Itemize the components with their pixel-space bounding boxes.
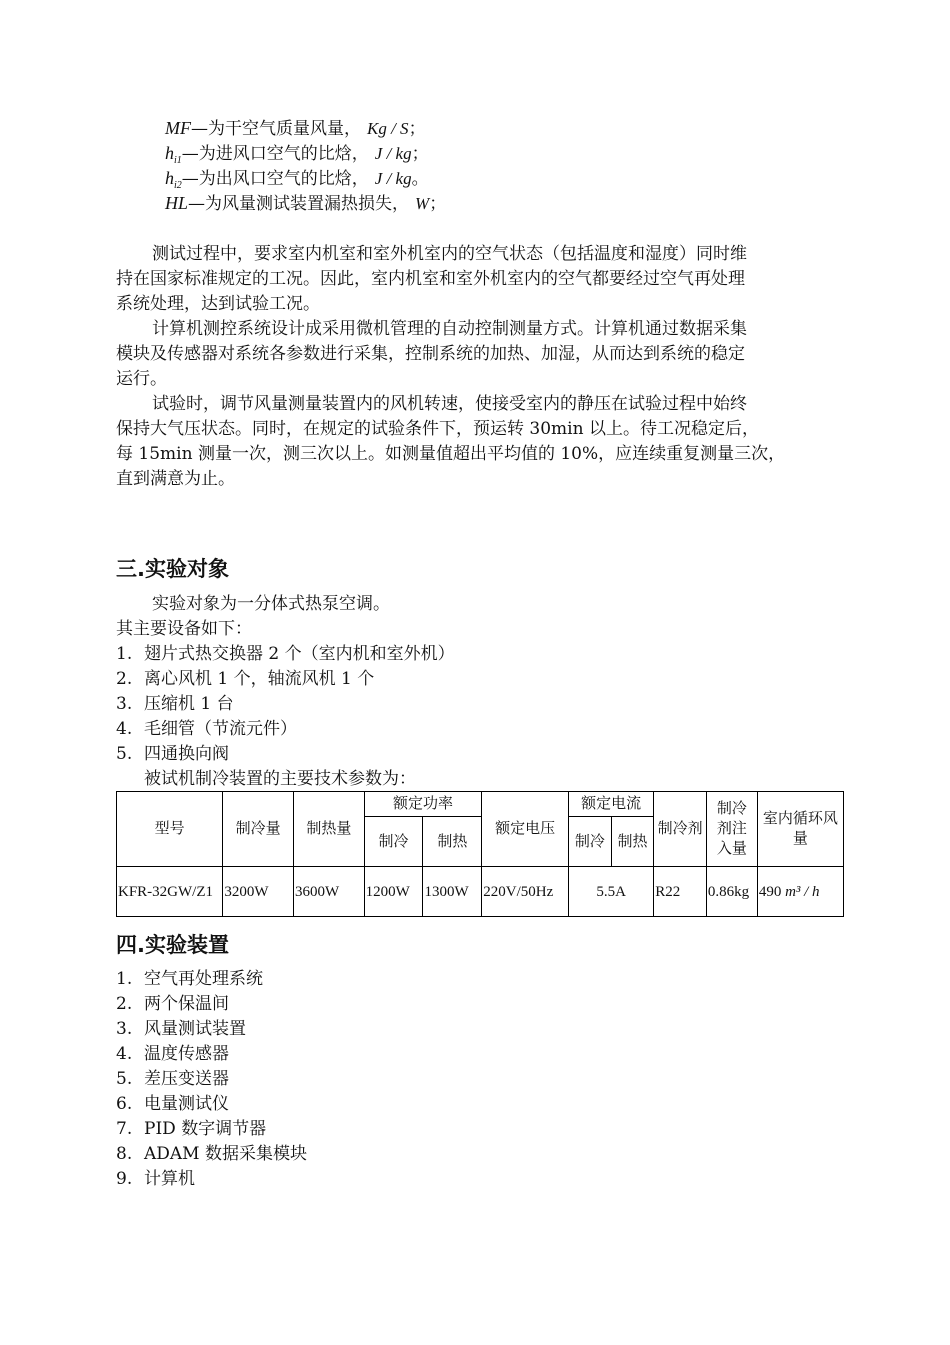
section-heading-experiment-object: 三.实验对象 — [116, 557, 229, 581]
list-item: 1. 翅片式热交换器 2 个（室内机和室外机） — [116, 644, 455, 664]
list-item: 3. 压缩机 1 台 — [116, 694, 234, 714]
symbol: HL — [165, 193, 189, 213]
unit: Kg / S — [367, 119, 409, 138]
section3-body — [116, 592, 455, 792]
text-line: 计算机测控系统设计成采用微机管理的自动控制测量方式。计算机通过数据采集 — [152, 319, 747, 339]
list-item-text: 毛细管（节流元件） — [144, 719, 297, 739]
header-indoor-airflow: 室内循环风量 — [757, 792, 843, 867]
list-item-text: 空气再处理系统 — [144, 969, 263, 989]
cell-indoor-airflow — [757, 867, 843, 917]
intro-text: 实验对象为一分体式热泵空调。 — [152, 594, 390, 614]
text-line: 保持大气压状态。同时，在规定的试验条件下，预运转 30min 以上。待工况稳定后， — [116, 419, 759, 439]
definition-text: —为进风口空气的比焓， — [181, 144, 369, 164]
symbol: h — [165, 168, 174, 188]
list-intro: 其主要设备如下： — [116, 619, 252, 639]
text-line: 模块及传感器对系统各参数进行采集，控制系统的加热、加湿，从而达到系统的稳定 — [116, 344, 745, 364]
definition-end: ； — [408, 119, 426, 139]
header-power-heating: 制热 — [423, 817, 482, 867]
airflow-value: 490 — [758, 883, 782, 900]
cell-power-heating: 1300W — [423, 867, 482, 917]
header-power-cooling: 制冷 — [364, 817, 423, 867]
section-heading-experiment-apparatus: 四.实验装置 — [116, 933, 229, 957]
header-heating-capacity: 制热量 — [294, 792, 365, 867]
symbol: MF — [165, 118, 191, 138]
text-line: 持在国家标准规定的工况。因此，室内机室和室外机室内的空气都要经过空气再处理 — [116, 269, 745, 289]
list-item-text: ADAM 数据采集模块 — [144, 1144, 307, 1164]
cell-refrigerant: R22 — [654, 867, 707, 917]
list-item-text: 四通换向阀 — [144, 744, 229, 764]
list-item-text: 计算机 — [144, 1169, 195, 1189]
definition-row — [165, 116, 446, 141]
symbol: h — [165, 143, 174, 163]
symbol-subscript: i2 — [174, 180, 182, 191]
definition-row — [165, 141, 446, 166]
header-model: 型号 — [117, 792, 223, 867]
definition-row — [165, 191, 446, 216]
list-item-text: 离心风机 1 个，轴流风机 1 个 — [144, 669, 375, 689]
list-item-text: 温度传感器 — [144, 1044, 229, 1064]
list-item-text: PID 数字调节器 — [144, 1119, 267, 1139]
cell-power-cooling: 1200W — [364, 867, 423, 917]
unit: W — [415, 194, 430, 213]
cell-rated-voltage: 220V/50Hz — [482, 867, 569, 917]
list-item-text: 电量测试仪 — [144, 1094, 229, 1114]
text-line: 直到满意为止。 — [116, 469, 235, 489]
header-current-cooling: 制冷 — [569, 817, 612, 867]
table-header-row — [117, 792, 844, 817]
text-line: 测试过程中，要求室内机室和室外机室内的空气状态（包括温度和湿度）同时维 — [152, 244, 747, 264]
variable-definitions — [165, 116, 446, 216]
cell-cooling-capacity: 3200W — [223, 867, 294, 917]
unit: J / kg — [374, 144, 412, 163]
definition-row — [165, 166, 446, 191]
cell-refrigerant-charge: 0.86kg — [706, 867, 757, 917]
cell-heating-capacity: 3600W — [294, 867, 365, 917]
spec-table — [116, 791, 844, 917]
list-item: 3. 风量测试装置 — [116, 1019, 246, 1039]
list-item: 8. ADAM 数据采集模块 — [116, 1144, 307, 1164]
list-item-text: 差压变送器 — [144, 1069, 229, 1089]
definition-end: ； — [429, 194, 447, 214]
table-row — [117, 867, 844, 917]
text-line: 运行。 — [116, 369, 167, 389]
paragraph-test-process — [116, 242, 826, 317]
cell-model: KFR-32GW/Z1 — [117, 867, 223, 917]
unit: J / kg — [374, 169, 412, 188]
list-item: 5. 四通换向阀 — [116, 744, 229, 764]
header-rated-current: 额定电流 — [569, 792, 654, 817]
header-refrigerant: 制冷剂 — [654, 792, 707, 867]
symbol-subscript: i1 — [174, 155, 182, 166]
header-rated-power: 额定功率 — [364, 792, 482, 817]
list-item: 5. 差压变送器 — [116, 1069, 229, 1089]
list-item: 7. PID 数字调节器 — [116, 1119, 267, 1139]
definition-text: —为出风口空气的比焓， — [181, 169, 369, 189]
apparatus-list — [116, 967, 307, 1192]
list-item: 4. 毛细管（节流元件） — [116, 719, 297, 739]
list-item-text: 翅片式热交换器 2 个（室内机和室外机） — [144, 644, 455, 664]
airflow-unit: m³ / h — [785, 883, 820, 900]
table-intro: 被试机制冷装置的主要技术参数为： — [144, 769, 416, 789]
list-item: 2. 离心风机 1 个，轴流风机 1 个 — [116, 669, 375, 689]
list-item: 6. 电量测试仪 — [116, 1094, 229, 1114]
list-item: 1. 空气再处理系统 — [116, 969, 263, 989]
list-item-text: 风量测试装置 — [144, 1019, 246, 1039]
text-line: 系统处理，达到试验工况。 — [116, 294, 320, 314]
header-cooling-capacity: 制冷量 — [223, 792, 294, 867]
definition-end: ； — [411, 144, 429, 164]
paragraph-test-procedure — [116, 392, 826, 492]
definition-text: —为干空气质量风量， — [191, 119, 361, 139]
definition-text: —为风量测试装置漏热损失， — [188, 194, 410, 214]
cell-rated-current: 5.5A — [569, 867, 654, 917]
text-line: 每 15min 测量一次，测三次以上。如测量值超出平均值的 10%，应连续重复测量三次， — [116, 444, 786, 464]
list-item-text: 压缩机 1 台 — [144, 694, 234, 714]
list-item: 2. 两个保温间 — [116, 994, 229, 1014]
header-current-heating: 制热 — [611, 817, 654, 867]
header-rated-voltage: 额定电压 — [482, 792, 569, 867]
header-refrigerant-charge: 制冷剂注入量 — [706, 792, 757, 867]
list-item: 9. 计算机 — [116, 1169, 195, 1189]
list-item: 4. 温度传感器 — [116, 1044, 229, 1064]
list-item-text: 两个保温间 — [144, 994, 229, 1014]
definition-end: 。 — [411, 169, 429, 189]
text-line: 试验时，调节风量测量装置内的风机转速，使接受室内的静压在试验过程中始终 — [152, 394, 747, 414]
paragraph-control-system — [116, 317, 826, 392]
